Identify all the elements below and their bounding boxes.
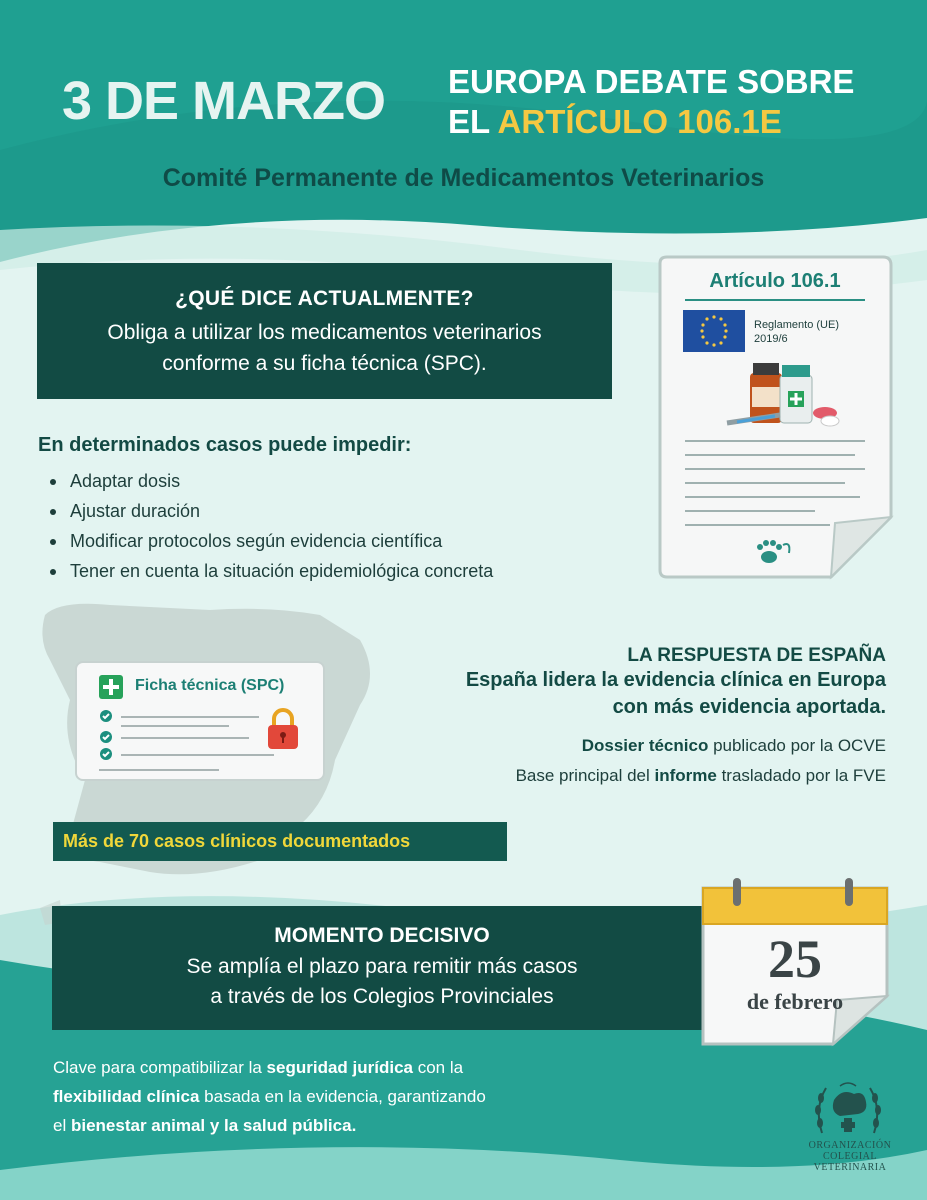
decisive-line1: Se amplía el plazo para remitir más casos [186,955,578,978]
spc-card [75,661,325,781]
response-lead2: con más evidencia aportada. [612,696,886,718]
header-date: 3 DE MARZO [62,71,386,131]
header-title-line1: EUROPA DEBATE SOBRE [448,63,855,100]
calendar-day: 25 [768,929,822,989]
document-title: Artículo 106.1 [709,270,841,292]
header-title-prefix: EL [448,103,498,140]
document-regulation [754,318,839,346]
header-title-highlight: ARTÍCULO 106.1E [497,103,782,140]
cases-heading: En determinados casos puede impedir: [38,434,412,456]
decisive-line2: a través de los Colegios Provinciales [210,985,554,1008]
decisive-heading: MOMENTO DECISIVO [274,924,490,947]
decisive-box [52,906,712,1030]
spc-title: Ficha técnica (SPC) [135,677,285,694]
org-logo-icon [812,1078,884,1140]
plus-icon [99,675,123,699]
org-line2: COLEGIAL [823,1151,877,1162]
header-title [448,62,854,142]
document-reg-line1: Reglamento (UE) [754,319,839,331]
header-subtitle: Comité Permanente de Medicamentos Veterinarios [162,164,765,192]
response-points [466,731,886,791]
response-section [466,645,886,791]
cases-list [46,467,493,587]
org-line1: ORGANIZACIÓN [808,1140,892,1151]
current-heading: ¿QUÉ DICE ACTUALMENTE? [175,287,474,310]
calendar-month: de febrero [746,989,844,1014]
document-illustration [655,255,895,585]
current-line1: Obliga a utilizar los medicamentos veterinarios [107,321,542,344]
list-item: Adaptar dosis [46,467,493,497]
response-lead1: España lidera la evidencia clínica en Europa [465,669,886,691]
response-heading: LA RESPUESTA DE ESPAÑA [627,645,886,666]
cases-highlight: Más de 70 casos clínicos documentados [53,822,507,861]
response-point2: Base principal del informe trasladado por la FVE [515,766,886,785]
current-box [37,263,612,399]
current-line2: conforme a su ficha técnica (SPC). [162,352,487,375]
header-title-line2 [448,102,854,142]
list-item: Modificar protocolos según evidencia científica [46,527,493,557]
org-name [795,1140,905,1173]
document-reg-line2: 2019/6 [754,333,788,345]
org-line3: VETERINARIA [813,1162,887,1173]
footer-text: Clave para compatibilizar la seguridad jurídica con la flexibilidad clínica basada en la evidencia, garantizando el bienestar animal y la salud pública. [53,1058,486,1135]
list-item: Ajustar duración [46,497,493,527]
response-point1: Dossier técnico publicado por la OCVE [581,736,886,755]
lock-icon [265,707,301,751]
list-item: Tener en cuenta la situación epidemiológica concreta [46,557,493,587]
